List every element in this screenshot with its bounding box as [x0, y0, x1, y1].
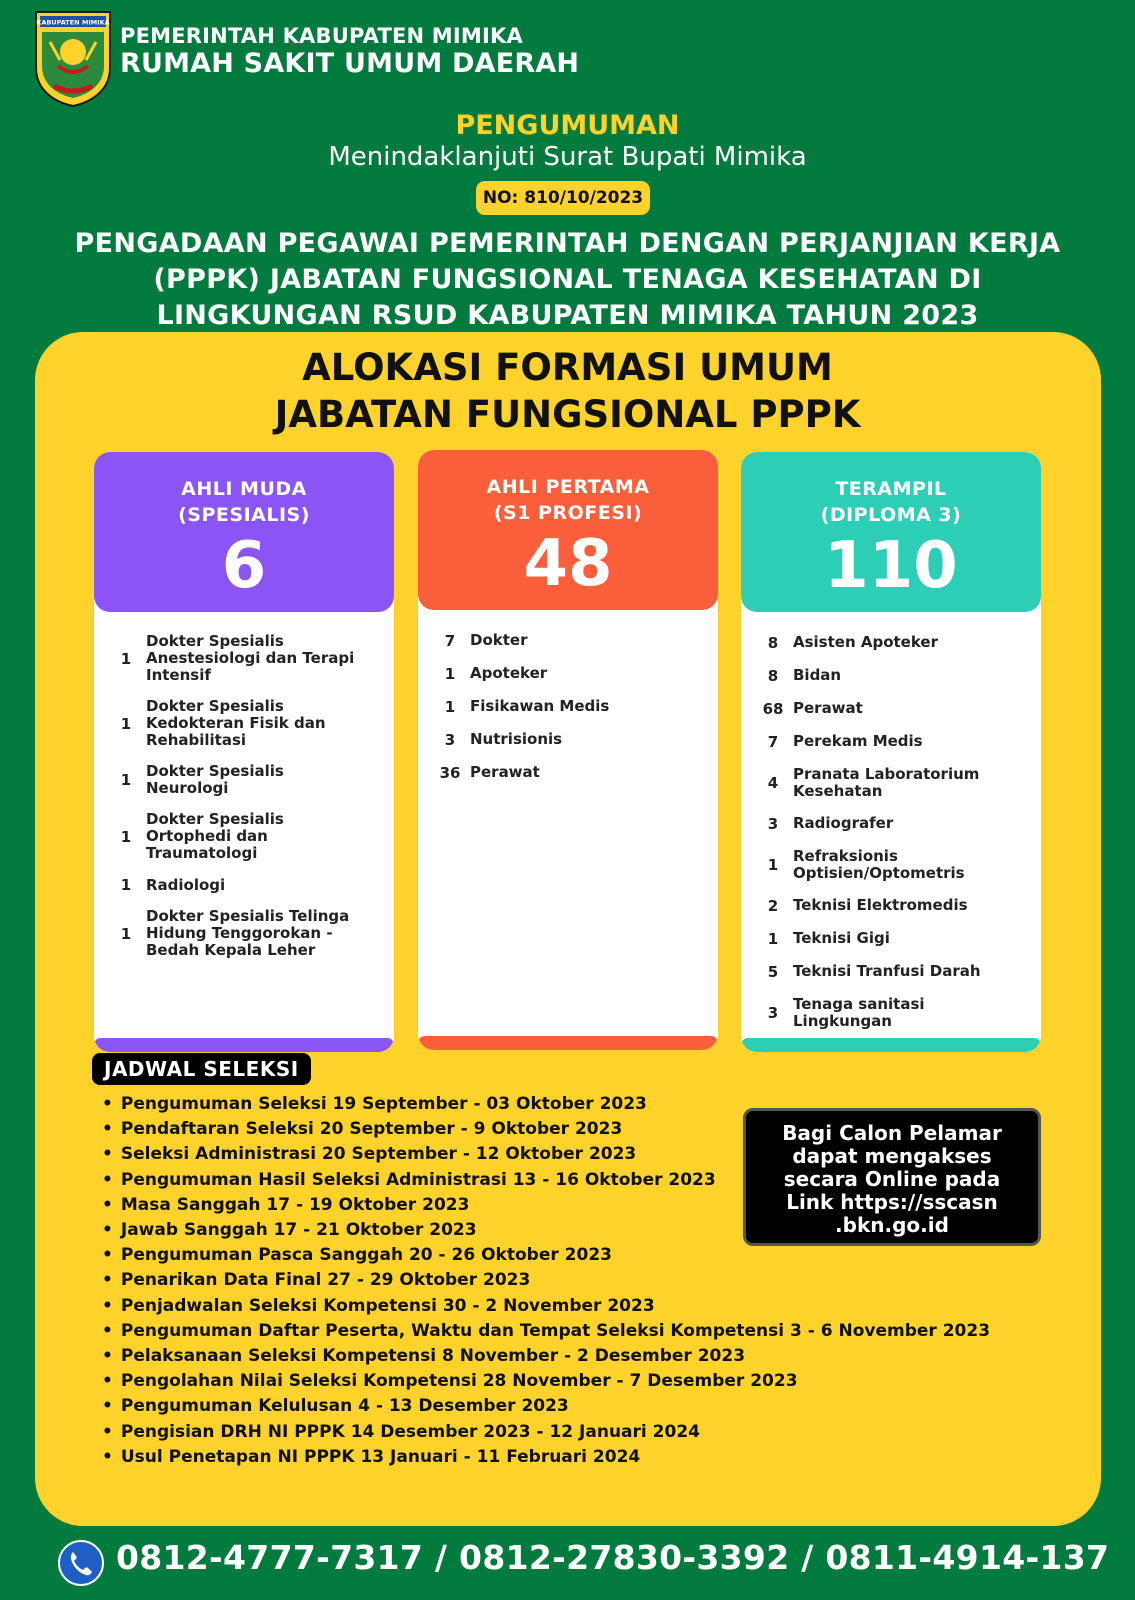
- announcement-headline: PENGADAAN PEGAWAI PEMERINTAH DENGAN PERJANJIAN KERJA (PPPK) JABATAN FUNGSIONAL TENAGA KESEHATAN DI LINGKUNGAN RSUD KABUPATEN MIMIKA TAHUN 2023: [74, 228, 1061, 331]
- item-quantity: 4: [767, 773, 779, 792]
- card-header: [94, 452, 394, 612]
- item-quantity: 1: [444, 664, 456, 683]
- item-quantity: 1: [444, 697, 456, 716]
- schedule-item: • Seleksi Administrasi 20 September - 12 Oktober 2023: [102, 1142, 990, 1167]
- list-item: [430, 723, 708, 756]
- org-line-2: RUMAH SAKIT UMUM DAERAH: [120, 48, 580, 79]
- item-name: Dokter Spesialis Anestesiologi dan Terapi Intensif: [146, 632, 355, 684]
- card-items: [94, 612, 394, 966]
- item-quantity: 3: [444, 730, 456, 749]
- letter-number-badge: NO: 810/10/2023: [476, 181, 650, 215]
- logo-text: KABUPATEN MIMIKA: [36, 18, 110, 27]
- schedule-item: • Penarikan Data Final 27 - 29 Oktober 2023: [102, 1268, 990, 1293]
- item-quantity: 1: [120, 649, 132, 668]
- item-quantity: 3: [767, 814, 779, 833]
- item-quantity: 1: [767, 929, 779, 948]
- card-items: [741, 612, 1041, 1037]
- list-item: [430, 624, 708, 657]
- list-item: [753, 758, 1031, 807]
- card-footer-bar: [418, 1036, 718, 1050]
- list-item: [753, 626, 1031, 659]
- item-quantity: 7: [767, 732, 779, 751]
- item-quantity: 1: [120, 876, 132, 894]
- list-item: [753, 922, 1031, 955]
- item-quantity: 1: [120, 827, 132, 846]
- list-item: [753, 889, 1031, 922]
- item-quantity: 1: [120, 924, 132, 943]
- card-terampil: [741, 452, 1041, 1052]
- item-quantity: 8: [767, 666, 779, 685]
- list-item: [753, 692, 1031, 725]
- list-item: [106, 901, 384, 966]
- schedule-item: • Pengumuman Kelulusan 4 - 13 Desember 2023: [102, 1394, 990, 1419]
- list-item: [106, 756, 384, 804]
- schedule-item: • Jawab Sanggah 17 - 21 Oktober 2023: [102, 1218, 990, 1243]
- schedule-item: • Penjadwalan Seleksi Kompetensi 30 - 2 November 2023: [102, 1294, 990, 1319]
- list-item: [430, 657, 708, 690]
- item-name: Perekam Medis: [793, 732, 923, 750]
- schedule-item: • Pelaksanaan Seleksi Kompetensi 8 November - 2 Desember 2023: [102, 1344, 990, 1369]
- org-line-1: PEMERINTAH KABUPATEN MIMIKA: [120, 24, 523, 48]
- schedule-item: • Pengisian DRH NI PPPK 14 Desember 2023 - 12 Januari 2024: [102, 1420, 990, 1445]
- item-name: Dokter Spesialis Ortophedi dan Traumatologi: [146, 810, 284, 862]
- item-name: Tenaga sanitasi Lingkungan: [793, 994, 925, 1030]
- schedule-item: • Pengumuman Pasca Sanggah 20 - 26 Oktober 2023: [102, 1243, 990, 1268]
- card-footer-bar: [94, 1038, 394, 1052]
- item-name: Refraksionis Optisien/Optometris: [793, 846, 965, 882]
- card-ahli-pertama: [418, 450, 718, 1050]
- schedule-item: • Masa Sanggah 17 - 19 Oktober 2023: [102, 1193, 990, 1218]
- list-item: [753, 840, 1031, 889]
- list-item: [430, 756, 708, 789]
- card-footer-bar: [741, 1038, 1041, 1052]
- item-quantity: 7: [444, 631, 456, 650]
- item-quantity: 1: [120, 714, 132, 733]
- card-ahli-muda: [94, 452, 394, 1052]
- list-item: [106, 804, 384, 869]
- schedule-item: • Pengumuman Seleksi 19 September - 03 Oktober 2023: [102, 1092, 990, 1117]
- schedule-item: • Pengolahan Nilai Seleksi Kompetensi 28 November - 7 Desember 2023: [102, 1369, 990, 1394]
- card-header: [418, 450, 718, 610]
- list-item: [106, 691, 384, 756]
- list-item: [753, 725, 1031, 758]
- item-quantity: 1: [767, 855, 779, 874]
- schedule-label: JADWAL SELEKSI: [92, 1053, 311, 1085]
- list-item: [106, 869, 384, 901]
- item-quantity: 1: [120, 771, 132, 789]
- card-header: [741, 452, 1041, 612]
- card-label: AHLI MUDA (SPESIALIS): [178, 478, 310, 526]
- item-name: Perawat: [793, 699, 863, 717]
- item-name: Asisten Apoteker: [793, 633, 938, 651]
- card-label: AHLI PERTAMA (S1 PROFESI): [486, 476, 650, 524]
- item-quantity: 5: [767, 962, 779, 981]
- schedule-item: • Pengumuman Hasil Seleksi Administrasi 13 - 16 Oktober 2023: [102, 1168, 990, 1193]
- item-name: Teknisi Gigi: [793, 929, 890, 947]
- item-name: Teknisi Tranfusi Darah: [793, 962, 981, 980]
- card-count: 110: [824, 529, 958, 603]
- card-items: [418, 610, 718, 789]
- announcement-title: PENGUMUMAN: [455, 110, 680, 141]
- item-name: Radiologi: [146, 875, 226, 894]
- online-info-box: Bagi Calon Pelamar dapat mengakses secara Online pada Link https://sscasn .bkn.go.id: [743, 1108, 1041, 1246]
- card-label: TERAMPIL (DIPLOMA 3): [820, 478, 962, 526]
- contact-phones: 0812-4777-7317 / 0812-27830-3392 / 0811-4914-137: [116, 1538, 1110, 1577]
- list-item: [753, 807, 1031, 840]
- item-name: Fisikawan Medis: [470, 697, 610, 715]
- kabupaten-mimika-logo: [32, 8, 114, 108]
- item-name: Pranata Laboratorium Kesehatan: [793, 764, 980, 800]
- schedule-item: • Pendaftaran Seleksi 20 September - 9 Oktober 2023: [102, 1117, 990, 1142]
- item-quantity: 3: [767, 1003, 779, 1022]
- item-name: Nutrisionis: [470, 730, 563, 748]
- item-quantity: 2: [767, 896, 779, 915]
- announcement-subtitle: Menindaklanjuti Surat Bupati Mimika: [328, 142, 807, 172]
- list-item: [430, 690, 708, 723]
- item-name: Dokter: [470, 631, 528, 649]
- item-name: Radiografer: [793, 814, 894, 832]
- item-name: Dokter Spesialis Telinga Hidung Tenggorokan - Bedah Kepala Leher: [146, 907, 350, 959]
- list-item: [753, 988, 1031, 1037]
- item-quantity: 68: [762, 699, 784, 718]
- card-count: 6: [221, 529, 267, 603]
- item-name: Perawat: [470, 763, 540, 781]
- item-name: Dokter Spesialis Kedokteran Fisik dan Rehabilitasi: [146, 697, 326, 749]
- list-item: [106, 626, 384, 691]
- item-name: Dokter Spesialis Neurologi: [146, 762, 284, 797]
- list-item: [753, 955, 1031, 988]
- schedule-item: • Pengumuman Daftar Peserta, Waktu dan Tempat Seleksi Kompetensi 3 - 6 November 2023: [102, 1319, 990, 1344]
- phone-icon: [58, 1540, 104, 1586]
- item-name: Bidan: [793, 666, 842, 684]
- item-quantity: 8: [767, 633, 779, 652]
- list-item: [753, 659, 1031, 692]
- item-name: Apoteker: [470, 664, 548, 682]
- schedule-item: • Usul Penetapan NI PPPK 13 Januari - 11 Februari 2024: [102, 1445, 990, 1470]
- item-quantity: 36: [439, 763, 461, 782]
- item-name: Teknisi Elektromedis: [793, 896, 968, 914]
- allocation-title: ALOKASI FORMASI UMUM JABATAN FUNGSIONAL PPPK: [274, 346, 861, 436]
- card-count: 48: [523, 527, 613, 601]
